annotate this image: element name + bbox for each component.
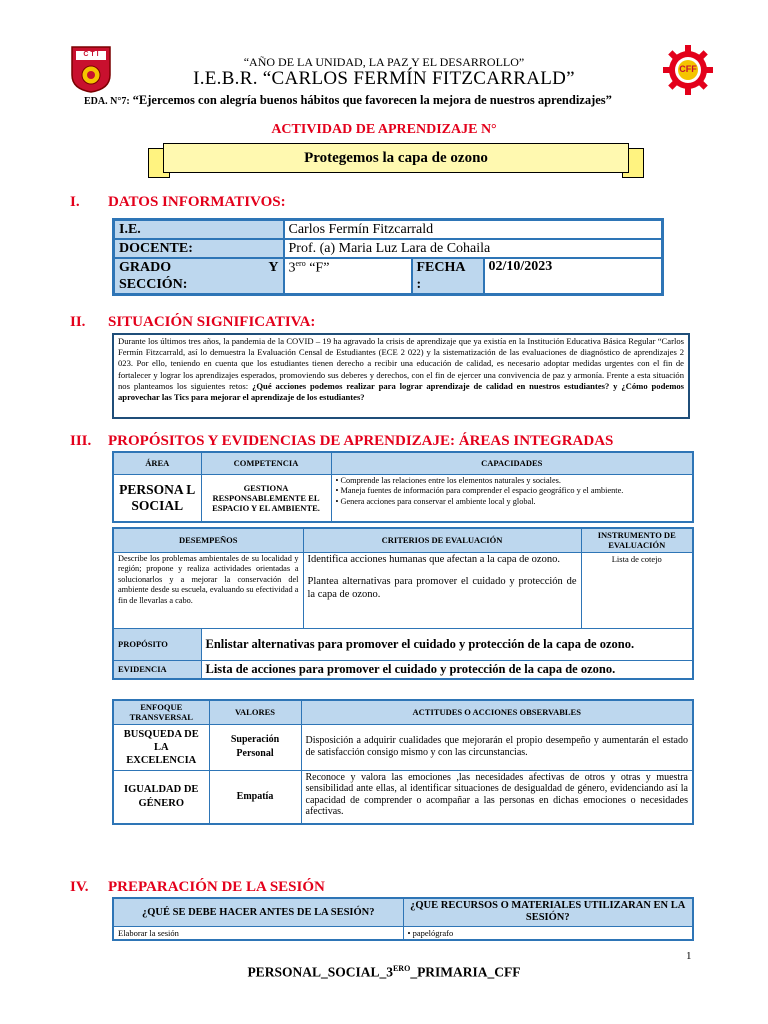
section-1-title: DATOS INFORMATIVOS: <box>108 194 286 210</box>
section-3-title: PROPÓSITOS Y EVIDENCIAS DE APRENDIZAJE: ÁREAS INTEGRADAS <box>108 433 614 449</box>
area-competencia-table <box>112 451 694 523</box>
seccion-label-word: SECCIÓN: <box>119 277 188 292</box>
competencia-value: GESTIONA RESPONSABLEMENTE EL ESPACIO Y EL AMBIENTE. <box>201 474 331 522</box>
school-name: I.E.B.R. “CARLOS FERMÍN FITZCARRALD” <box>193 68 575 89</box>
seccion-value: “F” <box>309 260 330 276</box>
list-item: • Comprende las relaciones entre los elementos naturales y sociales. <box>335 475 561 485</box>
section-3-number: III. <box>70 433 92 449</box>
fecha-label-colon: : <box>416 277 422 292</box>
criterios-cell <box>303 552 581 628</box>
table-header-row <box>113 452 693 474</box>
fecha-value: 02/10/2023 <box>484 258 663 295</box>
evidencia-label: EVIDENCIA <box>113 660 201 679</box>
instrumento-header: INSTRUMENTO DE EVALUACIÓN <box>581 528 693 552</box>
eda-label: EDA. N°7: <box>84 96 130 107</box>
situacion-text: Durante los últimos tres años, la pandemia de la COVID – 19 ha agravado la crisis de aprendizaje que ya existía en la Institución Educativa Básica Regular “Carlos Fermín Fitzcarrald, así lo demuestra la Evaluación Censal de Estudiantes (ECE 2 022) y la sistematización de las evaluaciones de diagnóstico de aprendizajes 2 023. Por ello, teniendo en cuenta que los estudiantes tienen derecho a recibir una educación de calidad, es necesario adoptar medidas urgentes con el fin de fortalecer y lograr los aprendizajes esperados, promoviendo sus deberes y derechos, con el fin de ejercer una convivencia de paz y armonía. Frente a esta situación nos planteamos los siguientes retos: <box>118 336 684 391</box>
criterios-header: CRITERIOS DE EVALUACIÓN <box>303 528 581 552</box>
recursos-header: ¿QUE RECURSOS O MATERIALES UTILIZARAN EN LA SESIÓN? <box>403 898 693 926</box>
section-2-heading <box>70 314 315 331</box>
enfoques-table <box>112 699 694 825</box>
capacidades-header: CAPACIDADES <box>331 452 693 474</box>
actitud-2: Reconoce y valora las emociones ,las necesidades afectivas de otros y otras y muestra sensibilidad ante ellas, al identificar situaciones de desigualdad de género, evidenciando así la capacidad de comprender o acompañar a las personas en dichas emociones o necesidades afectivas. <box>301 770 693 824</box>
proposito-label: PROPÓSITO <box>113 628 201 660</box>
situacion-questions: ¿Qué acciones podemos realizar para lograr aprendizaje de calidad en nuestros estudiantes? y ¿Cómo podemos aprovechar las Tics para mejorar el aprendizaje de los estudiantes? <box>118 380 684 403</box>
table-row <box>113 660 693 679</box>
valor-2: Empatía <box>209 770 301 824</box>
section-4-number: IV. <box>70 879 89 895</box>
logo-right-text: CFF <box>679 64 697 74</box>
fecha-label-word: FECHA <box>416 260 466 275</box>
table-row <box>113 926 693 940</box>
grado-number: 3 <box>288 260 296 276</box>
grado-label <box>114 258 284 295</box>
activity-title: ACTIVIDAD DE APRENDIZAJE N° <box>271 122 497 137</box>
grado-label-word: GRADO <box>119 260 172 275</box>
year-motto: “AÑO DE LA UNIDAD, LA PAZ Y EL DESARROLLO” <box>243 55 525 69</box>
page-number: 1 <box>686 950 692 962</box>
section-4-heading <box>70 879 325 896</box>
capacidades-cell <box>331 474 693 522</box>
footer-suffix: _PRIMARIA_CFF <box>410 964 521 980</box>
datos-informativos-table <box>112 218 664 296</box>
table-row <box>114 239 663 258</box>
antes-header: ¿QUÉ SE DEBE HACER ANTES DE LA SESIÓN? <box>113 898 403 926</box>
footer-prefix: PERSONAL_SOCIAL_3 <box>247 964 393 980</box>
footer-superscript: ERO <box>392 964 411 973</box>
section-1-number: I. <box>70 194 80 210</box>
list-item: • Maneja fuentes de información para comprender el espacio geográfico y el ambiente. <box>335 486 624 495</box>
capacidades-list <box>336 476 689 508</box>
table-row <box>113 474 693 522</box>
desempeno-text: Describe los problemas ambientales de su localidad y región; propone y realiza actividades orientadas a solucionarlos y a mejorar la conservación del ambiente desde su escuela, evaluando su efectividad a fin de llevarlas a cabo. <box>113 552 303 628</box>
table-row <box>113 552 693 628</box>
area-header: ÁREA <box>113 452 201 474</box>
ie-label: I.E. <box>114 220 284 240</box>
docente-label: DOCENTE: <box>114 239 284 258</box>
recursos-value: • papelógrafo <box>403 926 693 940</box>
table-row <box>113 770 693 824</box>
desempenos-header: DESEMPEÑOS <box>113 528 303 552</box>
criterio-2: Plantea alternativas para promover el cuidado y protección de la capa de ozono. <box>307 576 577 600</box>
table-row <box>113 724 693 770</box>
antes-value: Elaborar la sesión <box>113 926 403 940</box>
activity-name-banner: Protegemos la capa de ozono <box>163 143 629 173</box>
section-3-heading <box>70 433 613 450</box>
logo-left-text: C T I <box>83 51 99 58</box>
area-value: PERSONA L SOCIAL <box>113 474 201 522</box>
section-2-number: II. <box>70 314 86 330</box>
criterio-1: Identifica acciones humanas que afectan a la capa de ozono. <box>307 553 560 565</box>
table-header-row <box>113 700 693 724</box>
enfoque-1: BUSQUEDA DE LA EXCELENCIA <box>113 724 209 770</box>
grado-value <box>284 258 412 295</box>
docente-value: Prof. (a) Maria Luz Lara de Cohaila <box>284 239 663 258</box>
list-item: • Genera acciones para conservar el ambiente local y global. <box>335 496 536 506</box>
section-1-heading <box>70 194 286 211</box>
table-header-row <box>113 528 693 552</box>
evidencia-value: Lista de acciones para promover el cuidado y protección de la capa de ozono. <box>201 660 693 679</box>
actitud-1: Disposición a adquirir cualidades que mejorarán el propio desempeño y aumentarán el estado de satisfacción consigo mismo y con las circunstancias. <box>301 724 693 770</box>
grado-label-y: Y <box>268 260 279 275</box>
eda-line <box>84 93 724 108</box>
valores-header: VALORES <box>209 700 301 724</box>
table-row <box>113 628 693 660</box>
grado-suffix: ero <box>295 259 306 268</box>
enfoque-header: ENFOQUE TRANSVERSAL <box>113 700 209 724</box>
competencia-header: COMPETENCIA <box>201 452 331 474</box>
section-4-title: PREPARACIÓN DE LA SESIÓN <box>108 879 325 895</box>
footer-label <box>0 964 768 981</box>
table-row <box>114 258 663 295</box>
situacion-significativa-box <box>112 333 690 419</box>
preparacion-table <box>112 897 694 941</box>
instrumento-value: Lista de cotejo <box>581 552 693 628</box>
desempenos-table <box>112 527 694 680</box>
table-header-row <box>113 898 693 926</box>
table-row <box>114 220 663 240</box>
enfoque-2: IGUALDAD DE GÉNERO <box>113 770 209 824</box>
valor-1: Superación Personal <box>209 724 301 770</box>
fecha-label <box>412 258 484 295</box>
section-2-title: SITUACIÓN SIGNIFICATIVA: <box>108 314 316 330</box>
ie-value: Carlos Fermín Fitzcarrald <box>284 220 663 240</box>
actitudes-header: ACTITUDES O ACCIONES OBSERVABLES <box>301 700 693 724</box>
eda-text: “Ejercemos con alegría buenos hábitos que favorecen la mejora de nuestros aprendizajes” <box>132 93 612 107</box>
proposito-value: Enlistar alternativas para promover el cuidado y protección de la capa de ozono. <box>201 628 693 660</box>
